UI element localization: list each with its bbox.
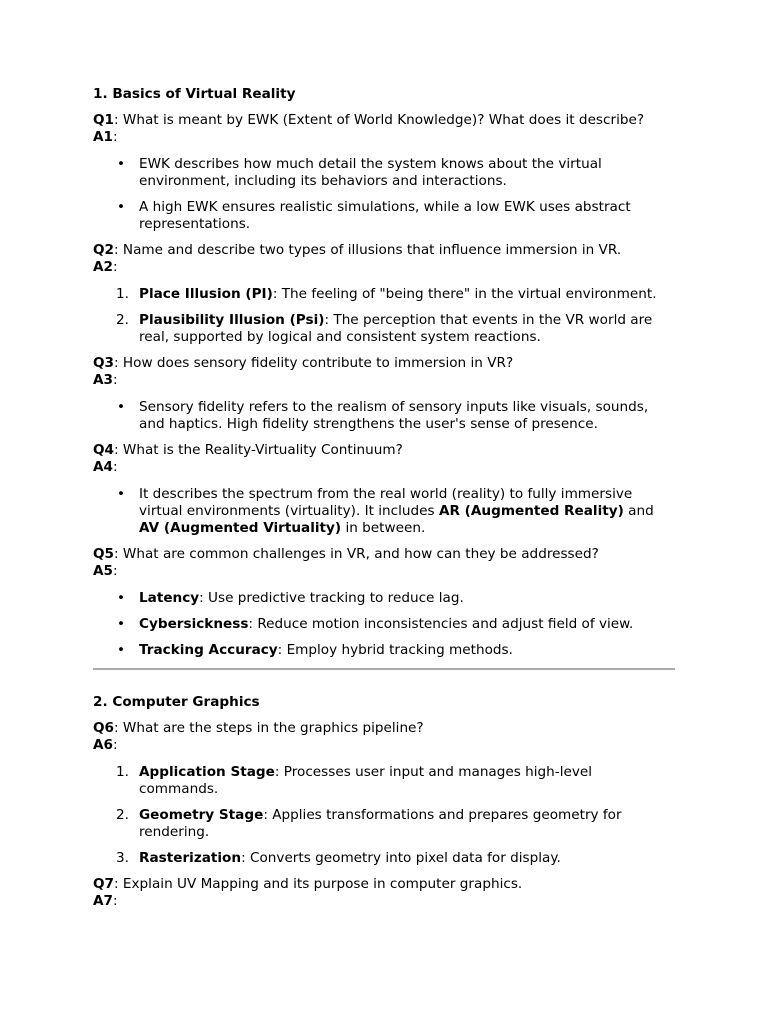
- question-5: [93, 546, 675, 563]
- question-block-5: [93, 546, 675, 659]
- list-item: • A high EWK ensures realistic simulations, while a low EWK uses abstract representations.: [139, 199, 675, 233]
- list-item: 2. Plausibility Illusion (Psi): The perception that events in the VR world are real, supported by logical and consistent system reactions.: [116, 312, 653, 345]
- question-block-3: [93, 355, 675, 433]
- question-text: : What is meant by EWK (Extent of World Knowledge)? What does it describe?: [114, 112, 645, 128]
- answer-3-list: [93, 399, 675, 433]
- list-item: • Latency: Use predictive tracking to reduce lag.: [139, 590, 675, 607]
- question-1: [93, 112, 675, 129]
- answer-3-label-line: A3:: [93, 372, 118, 388]
- question-label: Q5: [93, 546, 115, 562]
- answer-5-label-line: A5:: [93, 563, 118, 579]
- answer-label: A2: [93, 259, 113, 275]
- question-6: [93, 720, 675, 737]
- answer-label: A4: [93, 459, 113, 475]
- answer-4-list: [93, 486, 675, 537]
- answer-6-list: [93, 764, 675, 867]
- question-text: : How does sensory fidelity contribute to immersion in VR?: [114, 355, 514, 371]
- list-item: 2. Geometry Stage: Applies transformations and prepares geometry for rendering.: [116, 807, 622, 840]
- list-item: • It describes the spectrum from the real world (reality) to fully immersive virtual environments (virtuality). It includes AR (Augmented Reality) and AV (Augmented Virtuality) in between.: [139, 486, 675, 537]
- question-text: : What is the Reality-Virtuality Continuum?: [114, 442, 403, 458]
- question-7: [93, 876, 675, 893]
- list-item: 1. Place Illusion (PI): The feeling of "being there" in the virtual environment.: [116, 286, 657, 302]
- question-text: : What are the steps in the graphics pipeline?: [114, 720, 424, 736]
- question-block-2: [93, 242, 675, 346]
- list-item: • Cybersickness: Reduce motion inconsistencies and adjust field of view.: [139, 616, 675, 633]
- question-label: Q2: [93, 242, 115, 258]
- list-item: • EWK describes how much detail the system knows about the virtual environment, including its behaviors and interactions.: [139, 156, 675, 190]
- question-2: [93, 242, 675, 259]
- answer-label: A6: [93, 737, 113, 753]
- question-label: Q3: [93, 355, 115, 371]
- answer-1-label-line: A1:: [93, 129, 118, 145]
- question-label: Q4: [93, 442, 115, 458]
- answer-label: A3: [93, 372, 113, 388]
- answer-1-list: [93, 156, 675, 233]
- question-block-7: [93, 876, 675, 910]
- question-block-4: [93, 442, 675, 537]
- question-3: [93, 355, 675, 372]
- answer-2-list: [93, 286, 675, 346]
- question-label: Q7: [93, 876, 115, 892]
- answer-4-label-line: A4:: [93, 459, 118, 475]
- answer-label: A1: [93, 129, 113, 145]
- answer-6-label-line: A6:: [93, 737, 118, 753]
- question-label: Q6: [93, 720, 115, 736]
- question-block-1: [93, 112, 675, 233]
- list-item: • Tracking Accuracy: Employ hybrid tracking methods.: [139, 642, 675, 659]
- question-text: : Name and describe two types of illusions that influence immersion in VR.: [114, 242, 622, 258]
- list-item: • Sensory fidelity refers to the realism of sensory inputs like visuals, sounds, and haptics. High fidelity strengthens the user's sense of presence.: [139, 399, 675, 433]
- answer-5-list: [93, 590, 675, 659]
- question-text: : Explain UV Mapping and its purpose in computer graphics.: [114, 876, 523, 892]
- question-text: : What are common challenges in VR, and how can they be addressed?: [114, 546, 599, 562]
- document-page: [93, 86, 675, 919]
- answer-label: A5: [93, 563, 113, 579]
- question-label: Q1: [93, 112, 115, 128]
- list-item: 1. Application Stage: Processes user input and manages high-level commands.: [116, 764, 593, 797]
- answer-7-label-line: A7:: [93, 893, 118, 909]
- section-divider: [93, 668, 675, 670]
- list-item: 3. Rasterization: Converts geometry into pixel data for display.: [116, 850, 561, 866]
- section-2-heading: 2. Computer Graphics: [93, 694, 260, 710]
- question-block-6: [93, 720, 675, 867]
- answer-2-label-line: A2:: [93, 259, 118, 275]
- question-4: [93, 442, 675, 459]
- section-1-heading: 1. Basics of Virtual Reality: [93, 86, 296, 102]
- answer-label: A7: [93, 893, 113, 909]
